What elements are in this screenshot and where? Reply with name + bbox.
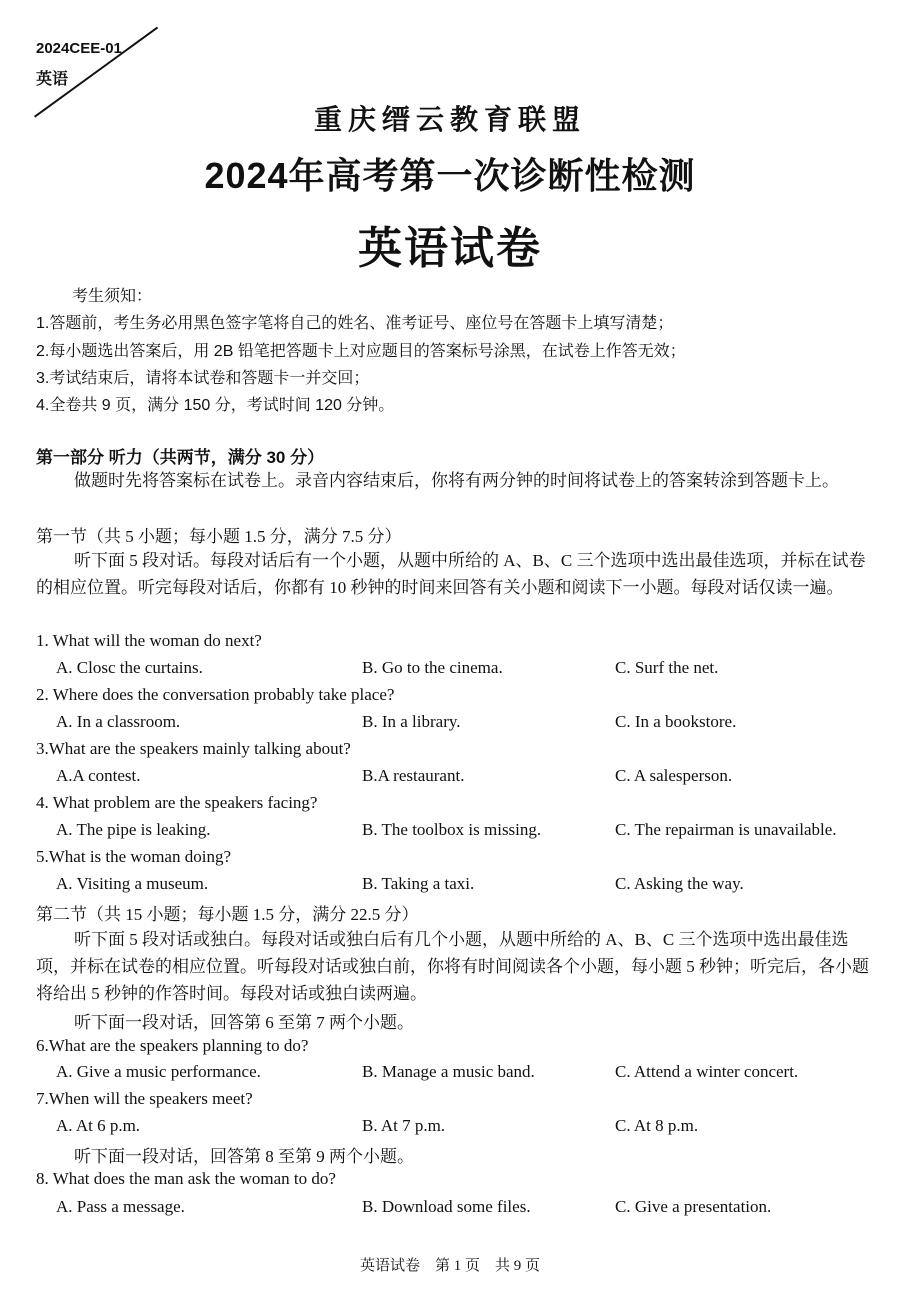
- section2-intro: 听下面 5 段对话或独白。每段对话或独白后有几个小题，从题中所给的 A、B、C 三个选项中选出最佳选项，并标在试卷的相应位置。听每段对话或独白前，你将有时间阅读各个小题，每小题 5 秒钟；听完后，各小题将给出 5 秒钟的作答时间。每段对话或独白读两遍。: [36, 930, 869, 1003]
- option-4a: A. The pipe is leaking.: [56, 820, 211, 839]
- question-5: 5.What is the woman doing?: [36, 847, 231, 866]
- option-7a: A. At 6 p.m.: [56, 1116, 141, 1135]
- option-1c: C. Surf the net.: [615, 658, 719, 677]
- option-6a: A. Give a music performance.: [56, 1062, 261, 1081]
- option-3c: C. A salesperson.: [615, 766, 733, 785]
- notice-item: 4.全卷共 9 页，满分 150 分，考试时间 120 分钟。: [36, 397, 395, 414]
- exam-code: 2024CEE-01: [36, 40, 122, 57]
- notice-item: 3.考试结束后，请将本试卷和答题卡一并交回；: [36, 370, 370, 387]
- notice-title: 考生须知：: [72, 288, 153, 305]
- option-1b: B. Go to the cinema.: [362, 658, 503, 677]
- question-3: 3.What are the speakers mainly talking about?: [36, 739, 351, 758]
- paper-title: 英语试卷: [358, 224, 542, 273]
- question-2: 2. Where does the conversation probably take place?: [36, 685, 395, 704]
- subject-label: 英语: [36, 71, 69, 88]
- question-6: 6.What are the speakers planning to do?: [36, 1036, 309, 1055]
- option-4c: C. The repairman is unavailable.: [615, 820, 837, 839]
- question-7: 7.When will the speakers meet?: [36, 1089, 253, 1108]
- option-6c: C. Attend a winter concert.: [615, 1062, 799, 1081]
- option-8b: B. Download some files.: [362, 1197, 531, 1216]
- option-3a: A.A contest.: [56, 766, 141, 785]
- option-3b: B.A restaurant.: [362, 766, 465, 785]
- option-2c: C. In a bookstore.: [615, 712, 737, 731]
- group-instruction: 听下面一段对话，回答第 6 至第 7 两个小题。: [74, 1013, 414, 1032]
- option-1a: A. Closc the curtains.: [56, 658, 203, 677]
- option-5a: A. Visiting a museum.: [56, 874, 209, 893]
- option-7c: C. At 8 p.m.: [615, 1116, 699, 1135]
- option-6b: B. Manage a music band.: [362, 1062, 535, 1081]
- section1-heading: 第一节（共 5 小题；每小题 1.5 分，满分 7.5 分）: [36, 527, 402, 546]
- option-8c: C. Give a presentation.: [615, 1197, 772, 1216]
- part1-heading: 第一部分 听力（共两节，满分 30 分）: [36, 448, 325, 467]
- option-2a: A. In a classroom.: [56, 712, 181, 731]
- section1-intro: 听下面 5 段对话。每段对话后有一个小题，从题中所给的 A、B、C 三个选项中选出最佳选项，并标在试卷的相应位置。听完每段对话后，你都有 10 秒钟的时间来回答有关小题和阅读下一小题。每段对话仅读一遍。: [36, 551, 866, 597]
- option-7b: B. At 7 p.m.: [362, 1116, 446, 1135]
- exam-title: 2024年高考第一次诊断性检测: [204, 155, 696, 196]
- part1-intro: 做题时先将答案标在试卷上。录音内容结束后，你将有两分钟的时间将试卷上的答案转涂到答题卡上。: [74, 471, 839, 490]
- option-4b: B. The toolbox is missing.: [362, 820, 542, 839]
- option-5b: B. Taking a taxi.: [362, 874, 475, 893]
- question-1: 1. What will the woman do next?: [36, 631, 262, 650]
- notice-item: 2.每小题选出答案后，用 2B 铅笔把答题卡上对应题目的答案标号涂黑，在试卷上作答无效；: [36, 343, 686, 360]
- group-instruction: 听下面一段对话，回答第 8 至第 9 两个小题。: [74, 1147, 414, 1166]
- option-8a: A. Pass a message.: [56, 1197, 185, 1216]
- page-footer: 英语试卷 第 1 页 共 9 页: [359, 1258, 540, 1274]
- notice-item: 1.答题前，考生务必用黑色签字笔将自己的姓名、准考证号、座位号在答题卡上填写清楚；: [36, 315, 674, 332]
- question-4: 4. What problem are the speakers facing?: [36, 793, 318, 812]
- section2-heading: 第二节（共 15 小题；每小题 1.5 分，满分 22.5 分）: [36, 905, 419, 924]
- alliance-title: 重庆缙云教育联盟: [313, 104, 586, 135]
- option-5c: C. Asking the way.: [615, 874, 744, 893]
- option-2b: B. In a library.: [362, 712, 461, 731]
- question-8: 8. What does the man ask the woman to do?: [36, 1169, 336, 1188]
